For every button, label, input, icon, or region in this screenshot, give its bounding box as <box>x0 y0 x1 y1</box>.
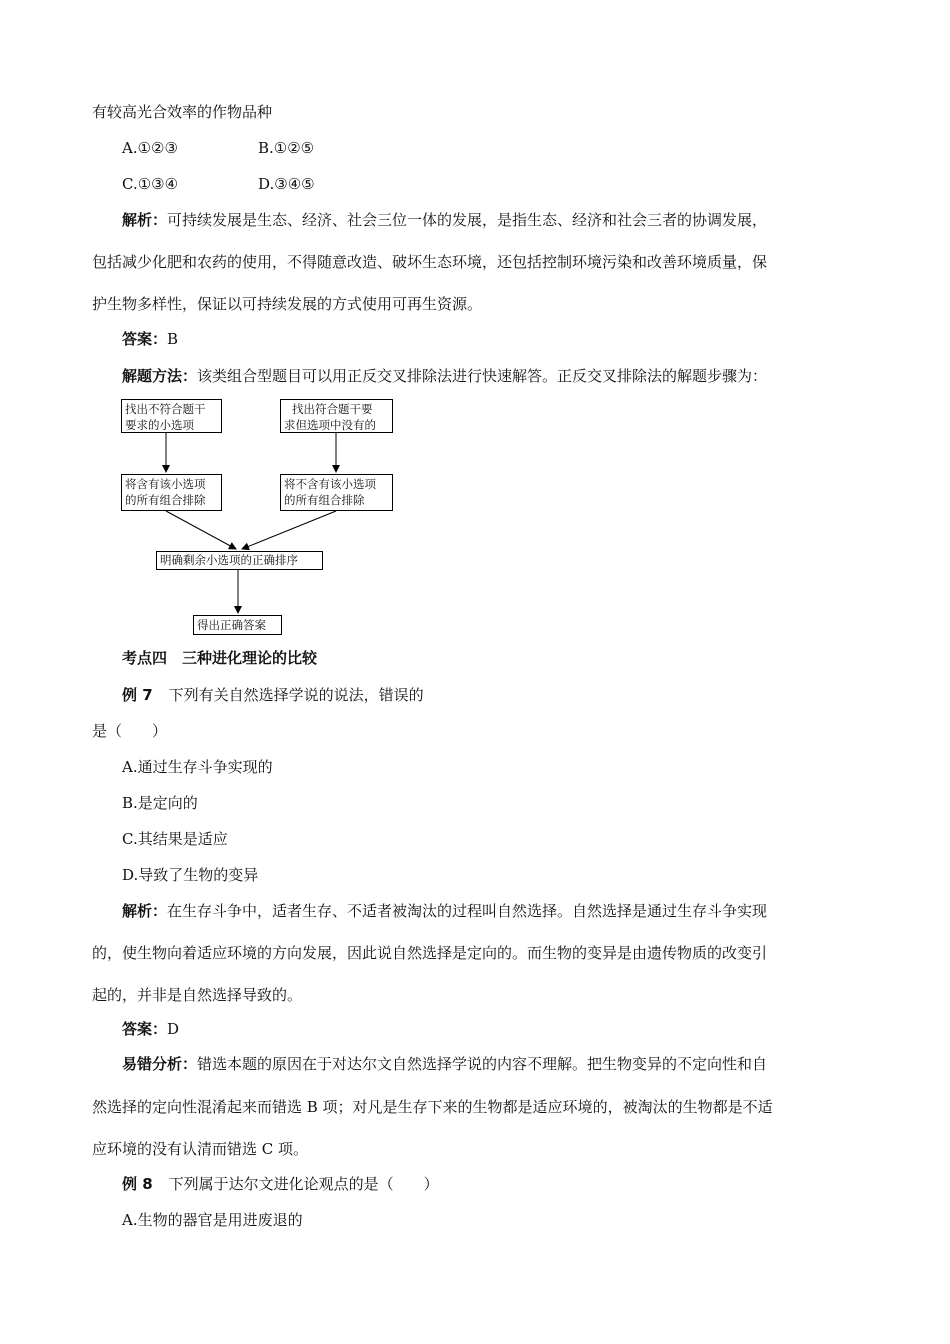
text-line: 有较高光合效率的作物品种 <box>92 103 273 121</box>
analysis-text: 可持续发展是生态、经济、社会三位一体的发展，是指生态、经济和社会三者的协调发展， <box>167 211 768 229</box>
example8-text: 下列属于达尔文进化论观点的是（ ） <box>168 1175 439 1193</box>
example7-line <box>122 685 424 705</box>
example7-label: 例 7 <box>122 686 153 704</box>
flow-box-text: 找出不符合题干 <box>125 402 206 416</box>
analysis2-paragraph <box>122 901 767 921</box>
section-title: 考点四 三种进化理论的比较 <box>122 649 318 667</box>
flow-box-1 <box>121 399 222 433</box>
flowchart <box>110 392 410 642</box>
flow-box-text: 求但选项中没有的 <box>284 418 376 432</box>
analysis-text: 在生存斗争中，适者生存、不适者被淘汰的过程叫自然选择。自然选择是通过生存斗争实现 <box>167 902 768 920</box>
analysis-line: 包括减少化肥和农药的使用，不得随意改造、破坏生态环境，还包括控制环境污染和改善环境质量，保 <box>92 253 768 271</box>
option-d: D.③④⑤ <box>258 175 315 193</box>
answer-line <box>122 329 178 349</box>
flow-box-5: 明确剩余小选项的正确排序 <box>156 551 323 570</box>
error-analysis-label: 易错分析： <box>122 1055 198 1073</box>
error-analysis-paragraph <box>122 1054 767 1074</box>
flow-box-text: 将含有该小选项 <box>125 477 206 491</box>
method-label: 解题方法： <box>122 367 198 385</box>
analysis-line: 护生物多样性，保证以可持续发展的方式使用可再生资源。 <box>92 295 483 313</box>
example7-option-a: A.通过生存斗争实现的 <box>122 758 273 776</box>
method-text: 该类组合型题目可以用正反交叉排除法进行快速解答。正反交叉排除法的解题步骤为： <box>197 367 768 385</box>
flow-box-text: 将不含有该小选项 <box>284 477 376 491</box>
error-analysis-line: 然选择的定向性混淆起来而错选 B 项；对凡是生存下来的生物都是适应环境的，被淘汰的生物都是不适 <box>92 1098 773 1116</box>
arrow <box>242 511 336 549</box>
example7-cont: 是（ ） <box>92 722 168 740</box>
example7-text: 下列有关自然选择学说的说法，错误的 <box>168 686 424 704</box>
analysis-line: 起的，并非是自然选择导致的。 <box>92 986 303 1004</box>
answer-label: 答案： <box>122 1020 168 1038</box>
flow-box-text: 要求的小选项 <box>125 418 194 432</box>
example8-label: 例 8 <box>122 1175 153 1193</box>
option-c: C.①③④ <box>122 175 179 193</box>
method-line <box>122 366 767 386</box>
flow-box-text: 的所有组合排除 <box>125 493 206 507</box>
error-analysis-text: 错选本题的原因在于对达尔文自然选择学说的内容不理解。把生物变异的不定向性和自 <box>197 1055 768 1073</box>
flow-box-text: 找出符合题干要 <box>292 402 373 416</box>
flow-box-3 <box>121 474 222 511</box>
example8-option-a: A.生物的器官是用进废退的 <box>122 1211 303 1229</box>
example7-option-d: D.导致了生物的变异 <box>122 866 259 884</box>
analysis-paragraph <box>122 210 767 230</box>
answer-value: B <box>167 330 179 348</box>
option-b: B.①②⑤ <box>258 139 315 157</box>
flow-box-2 <box>280 399 393 433</box>
option-a: A.①②③ <box>122 139 178 157</box>
arrow <box>166 511 236 549</box>
error-analysis-line: 应环境的没有认清而错选 C 项。 <box>92 1140 309 1158</box>
answer-value: D <box>167 1020 180 1038</box>
example7-option-c: C.其结果是适应 <box>122 830 228 848</box>
flow-box-4 <box>280 474 393 511</box>
example7-option-b: B.是定向的 <box>122 794 198 812</box>
analysis-line: 的，使生物向着适应环境的方向发展，因此说自然选择是定向的。而生物的变异是由遗传物质的改变引 <box>92 944 768 962</box>
example8-line <box>122 1174 439 1194</box>
answer-line <box>122 1019 179 1039</box>
analysis-label: 解析： <box>122 211 168 229</box>
analysis-label: 解析： <box>122 902 168 920</box>
flow-box-text: 的所有组合排除 <box>284 493 365 507</box>
flow-box-6: 得出正确答案 <box>193 615 282 635</box>
answer-label: 答案： <box>122 330 168 348</box>
